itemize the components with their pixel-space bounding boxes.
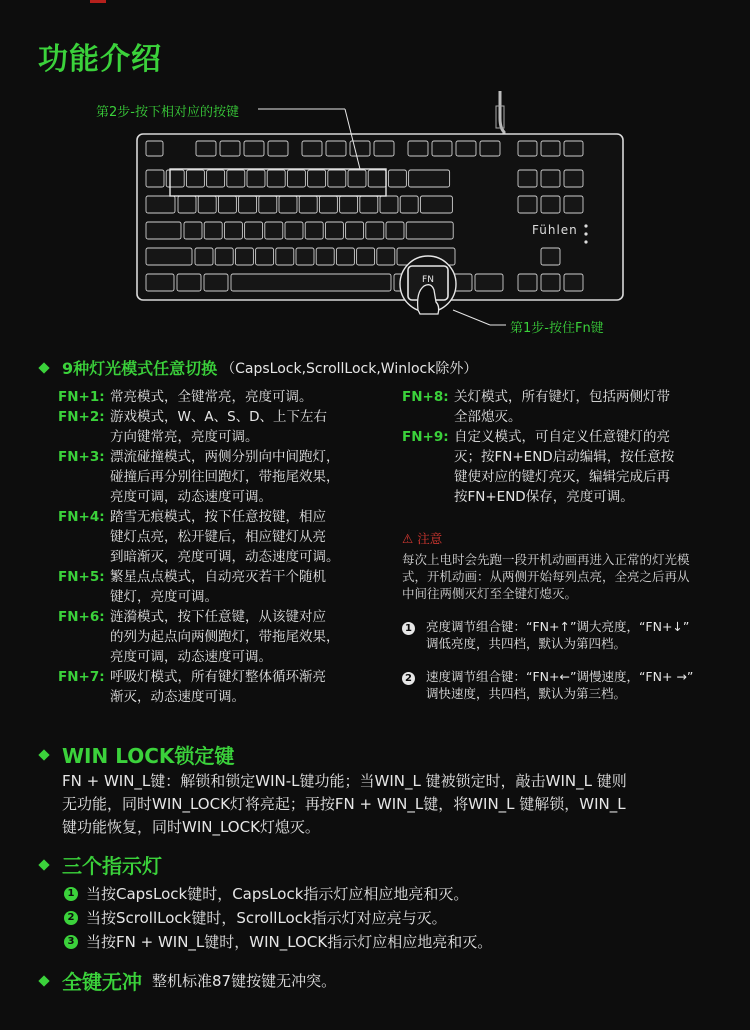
keycap xyxy=(348,170,366,187)
keycap xyxy=(386,222,404,239)
fn-mode-description xyxy=(454,387,712,427)
indicators-heading xyxy=(40,850,162,879)
keycap xyxy=(198,196,216,213)
keycap xyxy=(518,274,537,291)
keyboard-diagram xyxy=(0,88,750,338)
keycap xyxy=(564,170,583,187)
keycap xyxy=(146,196,175,213)
tip-line: 速度调节组合键：“FN+←”调慢速度，“FN+ →” xyxy=(426,669,694,684)
keycap xyxy=(220,141,240,156)
fn-mode-line: 碰撞后再分别往回跑灯，带拖尾效果， xyxy=(110,469,340,485)
lighting-heading-label: 9种灯光模式任意切换 xyxy=(62,359,218,378)
keycap xyxy=(259,196,277,213)
keycap xyxy=(227,170,245,187)
warning-icon: ⚠ xyxy=(402,531,414,546)
keycap xyxy=(177,274,201,291)
keycap xyxy=(336,248,354,265)
keycap xyxy=(420,196,452,213)
notice-line: 式，开机动画：从两侧开始每列点亮，全亮之后再从 xyxy=(402,569,690,584)
fn-mode-line: 键使对应的键灯亮灭，编辑完成后再 xyxy=(454,469,670,485)
keycap xyxy=(541,170,560,187)
keycap xyxy=(247,170,265,187)
keycap xyxy=(166,170,184,187)
lighting-heading-sub: （CapsLock,ScrollLock,Winlock除外） xyxy=(221,360,478,377)
brand-logo-text: Fühlen xyxy=(532,223,578,237)
step1-label: 第1步-按住Fn键 xyxy=(510,321,604,336)
fn-mode-description xyxy=(110,507,378,567)
keycap xyxy=(541,274,560,291)
page-title: 功能介绍 xyxy=(38,42,162,77)
keycap xyxy=(299,196,317,213)
fn-mode-line: 亮度可调，动态速度可调。 xyxy=(110,489,272,505)
keycap xyxy=(316,248,334,265)
keycap xyxy=(350,141,370,156)
keycap xyxy=(244,141,264,156)
winlock-heading-label: WIN LOCK锁定键 xyxy=(62,744,235,768)
indicator-list xyxy=(64,882,492,954)
keycap xyxy=(360,196,378,213)
keycap xyxy=(308,170,326,187)
fn-mode-line: 方向键常亮，亮度可调。 xyxy=(110,429,259,445)
keycap xyxy=(564,196,583,213)
top-accent-bar xyxy=(90,0,106,3)
fn-mode-line: 亮度可调，动态速度可调。 xyxy=(110,649,272,665)
keycap xyxy=(305,222,323,239)
keycap xyxy=(276,248,294,265)
step2-label: 第2步-按下相对应的按键 xyxy=(96,105,239,120)
keycap xyxy=(296,248,314,265)
indicator-text: 当按ScrollLock键时，ScrollLock指示灯对应亮与灭。 xyxy=(86,909,447,927)
keycap xyxy=(204,274,228,291)
fn-mode-description xyxy=(110,567,378,607)
tip-number-badge: 2 xyxy=(402,672,415,685)
keycap xyxy=(328,170,346,187)
keycap xyxy=(432,141,452,156)
notice-body xyxy=(402,551,714,602)
fn-mode-line: 繁星点点模式，自动亮灭若干个随机 xyxy=(110,569,326,585)
keycap xyxy=(235,248,253,265)
diamond-bullet-icon xyxy=(38,975,49,986)
fn-mode-line: 漂流碰撞模式，两侧分别向中间跑灯， xyxy=(110,449,340,465)
fn-mode-item xyxy=(402,387,712,427)
fn-mode-line: 的列为起点向两侧跑灯，带拖尾效果， xyxy=(110,629,340,645)
diamond-bullet-icon xyxy=(38,749,49,760)
keycap xyxy=(377,248,395,265)
indicator-led xyxy=(584,240,587,243)
fn-combo: FN+7: xyxy=(58,669,105,685)
diamond-bullet-icon xyxy=(38,362,49,373)
keycap xyxy=(326,141,346,156)
keycap xyxy=(146,248,192,265)
keycap xyxy=(186,170,204,187)
indicator-item xyxy=(64,882,492,906)
notice-box xyxy=(402,530,714,702)
fn-combo: FN+2: xyxy=(58,409,105,425)
keycap xyxy=(368,170,386,187)
indicator-text: 当按CapsLock键时，CapsLock指示灯应相应地亮和灭。 xyxy=(86,885,469,903)
keycap xyxy=(357,248,375,265)
fn-mode-description xyxy=(110,387,378,407)
fn-mode-line: 踏雪无痕模式，按下任意按键，相应 xyxy=(110,509,326,525)
fn-combo: FN+8: xyxy=(402,389,449,405)
keycap xyxy=(196,141,216,156)
notice-line: 中间往两侧灭灯至全键灯熄灭。 xyxy=(402,586,578,601)
fn-mode-line: 全部熄灭。 xyxy=(454,409,522,425)
fn-combo: FN+3: xyxy=(58,449,105,465)
keycap xyxy=(541,141,560,156)
keycap xyxy=(245,222,263,239)
keycap xyxy=(287,170,305,187)
keycap xyxy=(541,248,560,265)
fn-mode-list-right xyxy=(402,387,712,507)
fn-zoom-label: FN xyxy=(422,275,434,285)
step1-leader-d xyxy=(453,310,490,325)
keycap xyxy=(256,248,274,265)
fn-mode-line: 自定义模式，可自定义任意键灯的亮 xyxy=(454,429,670,445)
keyboard-illustration xyxy=(0,88,750,338)
keycap xyxy=(224,222,242,239)
indicator-led xyxy=(584,224,587,227)
keycap xyxy=(518,170,537,187)
fn-mode-description xyxy=(110,607,378,667)
indicator-item xyxy=(64,930,492,954)
keycap xyxy=(366,222,384,239)
notice-line: 每次上电时会先跑一段开机动画再进入正常的灯光模 xyxy=(402,552,690,567)
indicator-number-badge: 2 xyxy=(64,911,78,925)
keycap xyxy=(184,222,202,239)
fn-mode-item xyxy=(58,507,378,567)
fn-mode-description xyxy=(454,427,712,507)
fn-mode-item xyxy=(58,667,378,707)
fn-mode-item xyxy=(58,387,378,407)
fn-mode-item xyxy=(58,607,378,667)
keycap xyxy=(218,196,236,213)
notice-title-text: 注意 xyxy=(417,531,443,546)
winlock-line: 无功能，同时WIN_LOCK灯将亮起；再按FN + WIN_L键，将WIN_L 键解锁，WIN_L xyxy=(62,795,626,813)
keycap xyxy=(215,248,233,265)
indicator-number-badge: 1 xyxy=(64,887,78,901)
nkro-heading xyxy=(40,966,336,995)
fn-combo: FN+9: xyxy=(402,429,449,445)
keycap xyxy=(204,222,222,239)
keycap xyxy=(564,274,583,291)
fn-combo: FN+4: xyxy=(58,509,105,525)
fn-combo: FN+5: xyxy=(58,569,105,585)
fn-mode-description xyxy=(110,447,378,507)
fn-mode-list-left xyxy=(58,387,378,707)
keycap xyxy=(518,196,537,213)
indicator-led xyxy=(584,232,587,235)
indicator-item xyxy=(64,906,492,930)
fn-mode-line: 游戏模式，W、A、S、D、上下左右 xyxy=(110,409,328,425)
diamond-bullet-icon xyxy=(38,859,49,870)
fn-mode-line: 呼吸灯模式，所有键灯整体循环渐亮 xyxy=(110,669,326,685)
fn-mode-line: 关灯模式，所有键灯，包括两侧灯带 xyxy=(454,389,670,405)
keycap xyxy=(340,196,358,213)
keycap xyxy=(475,274,503,291)
keycap xyxy=(146,170,164,187)
tip-line: 亮度调节组合键：“FN+↑”调大亮度，“FN+↓” xyxy=(426,619,690,634)
fn-mode-line: 渐灭，动态速度可调。 xyxy=(110,689,245,705)
notice-tips xyxy=(402,618,714,702)
nkro-description: 整机标准87键按键无冲突。 xyxy=(152,972,337,990)
keycap xyxy=(268,141,288,156)
fn-mode-description xyxy=(110,407,378,447)
tip-line: 调低亮度，共四档，默认为第四档。 xyxy=(426,636,627,651)
keycap xyxy=(408,141,428,156)
fn-mode-line: 涟漪模式，按下任意键，从该键对应 xyxy=(110,609,326,625)
keycap xyxy=(239,196,257,213)
fn-mode-line: 到暗渐灭，亮度可调，动态速度可调。 xyxy=(110,549,340,565)
tip-text xyxy=(426,668,693,702)
tip-number xyxy=(402,668,422,688)
keycap xyxy=(564,141,583,156)
winlock-description xyxy=(62,770,722,839)
winlock-heading xyxy=(40,740,234,769)
fn-mode-description xyxy=(110,667,378,707)
keycap xyxy=(346,222,364,239)
tip-item xyxy=(402,668,714,702)
keycap xyxy=(388,170,406,187)
keycap xyxy=(409,170,450,187)
keycap xyxy=(541,196,560,213)
keycap xyxy=(146,141,163,156)
keycap xyxy=(406,222,453,239)
tip-item xyxy=(402,618,714,652)
keycap xyxy=(231,274,391,291)
fn-mode-item xyxy=(58,447,378,507)
tip-number-badge: 1 xyxy=(402,622,415,635)
fn-mode-line: 常亮模式，全键常亮，亮度可调。 xyxy=(110,389,313,405)
fn-mode-item xyxy=(402,427,712,507)
keycap xyxy=(267,170,285,187)
keycap xyxy=(279,196,297,213)
keycap xyxy=(480,141,500,156)
keycap xyxy=(374,141,394,156)
keycap xyxy=(380,196,398,213)
keycap xyxy=(146,222,181,239)
keycap xyxy=(146,274,174,291)
notice-title xyxy=(402,530,714,547)
keycap xyxy=(207,170,225,187)
tip-text xyxy=(426,618,689,652)
keycap xyxy=(518,141,537,156)
lighting-heading xyxy=(40,356,477,379)
keycap xyxy=(265,222,283,239)
winlock-line: FN + WIN_L键：解锁和锁定WIN-L键功能；当WIN_L 键被锁定时，敲击WIN_L 键则 xyxy=(62,772,627,790)
fn-mode-line: 灭；按FN+END启动编辑，按任意按 xyxy=(454,449,675,465)
indicators-heading-label: 三个指示灯 xyxy=(62,854,162,878)
keycap xyxy=(456,141,476,156)
fn-mode-item xyxy=(58,567,378,607)
fn-mode-line: 键灯点亮，松开键后，相应键灯从亮 xyxy=(110,529,326,545)
indicator-number-badge: 3 xyxy=(64,935,78,949)
fn-mode-line: 按FN+END保存，亮度可调。 xyxy=(454,489,634,505)
keycap xyxy=(400,196,418,213)
keycap xyxy=(319,196,337,213)
fn-combo: FN+6: xyxy=(58,609,105,625)
keycap xyxy=(178,196,196,213)
keycap xyxy=(285,222,303,239)
nkro-heading-label: 全键无冲 xyxy=(62,970,142,994)
keycap xyxy=(195,248,213,265)
tip-line: 调快速度，共四档，默认为第三档。 xyxy=(426,686,627,701)
indicator-text: 当按FN + WIN_L键时，WIN_LOCK指示灯应相应地亮和灭。 xyxy=(86,933,493,951)
fn-mode-line: 键灯，亮度可调。 xyxy=(110,589,218,605)
tip-number xyxy=(402,618,422,638)
keycap xyxy=(325,222,343,239)
keycap xyxy=(302,141,322,156)
winlock-line: 键功能恢复，同时WIN_LOCK灯熄灭。 xyxy=(62,818,320,836)
fn-combo: FN+1: xyxy=(58,389,105,405)
fn-mode-item xyxy=(58,407,378,447)
